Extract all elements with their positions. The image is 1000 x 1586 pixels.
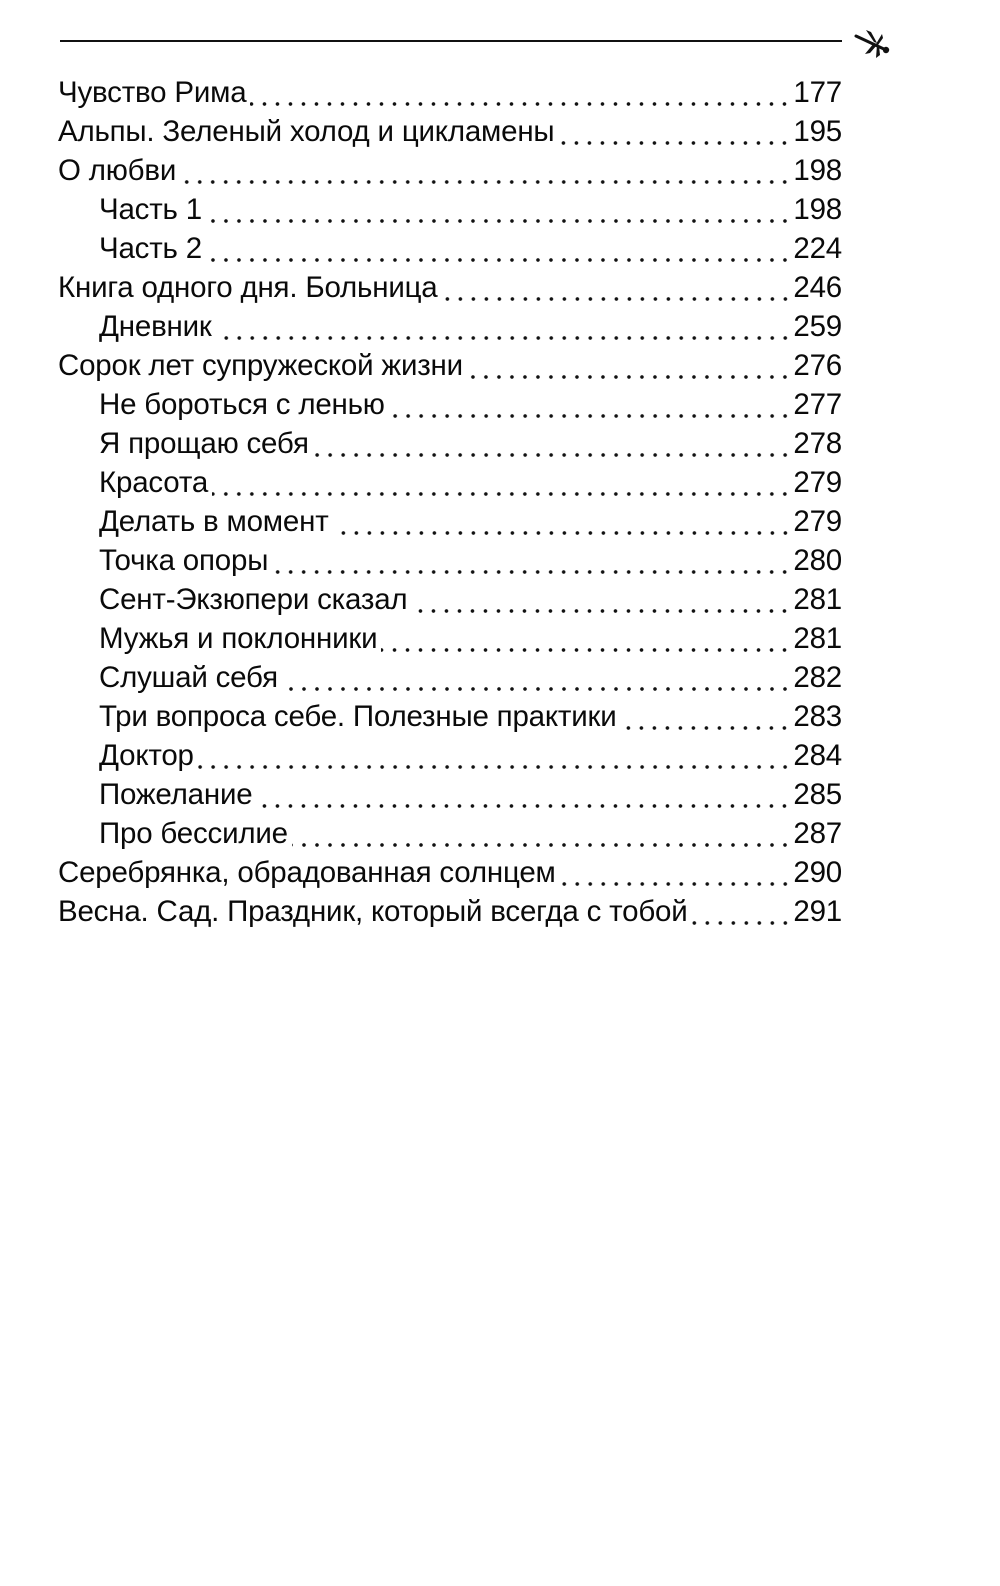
toc-entry-page: 280	[793, 544, 842, 577]
toc-entry-page: 283	[793, 700, 842, 733]
toc-entry	[58, 190, 842, 229]
toc-dot-leader	[692, 921, 792, 925]
toc-entry-title: Часть 1	[99, 193, 202, 226]
toc-entry-title: Альпы. Зеленый холод и цикламены	[58, 115, 555, 148]
toc-entry	[58, 658, 842, 697]
toc-entry-page: 287	[793, 817, 842, 850]
toc-entry	[58, 112, 842, 151]
toc-entry	[58, 268, 842, 307]
toc-entry-title: Точка опоры	[99, 544, 269, 577]
toc-dot-leader	[560, 882, 792, 886]
toc-entry-title: Сорок лет супружеской жизни	[58, 349, 463, 382]
toc-dot-leader	[282, 687, 792, 691]
toc-entry-page: 195	[793, 115, 842, 148]
toc-dot-leader	[216, 336, 792, 340]
toc-entry	[58, 463, 842, 502]
toc-entry	[58, 853, 842, 892]
toc-entry-page: 277	[793, 388, 842, 421]
toc-dot-leader	[313, 453, 792, 457]
toc-entry	[58, 385, 842, 424]
toc-entry-title: Про бессилие	[99, 817, 288, 850]
toc-entry-page: 259	[793, 310, 842, 343]
toc-entry-page: 282	[793, 661, 842, 694]
toc-dot-leader	[389, 414, 792, 418]
toc-entry-page: 224	[793, 232, 842, 265]
toc-entry-title: Слушай себя	[99, 661, 278, 694]
header-rule	[60, 40, 842, 42]
toc-entry-page: 281	[793, 583, 842, 616]
toc-entry-title: Сент-Экзюпери сказал	[99, 583, 408, 616]
page-header	[60, 22, 900, 62]
toc-entry-title: Чувство Рима	[58, 76, 247, 109]
toc-dot-leader	[558, 141, 791, 145]
toc-dot-leader	[292, 843, 792, 847]
toc-entry-page: 276	[793, 349, 842, 382]
toc-entry-page: 281	[793, 622, 842, 655]
toc-entry-title: Книга одного дня. Больница	[58, 271, 438, 304]
table-of-contents	[58, 73, 842, 931]
toc-entry	[58, 307, 842, 346]
toc-entry-page: 278	[793, 427, 842, 460]
toc-entry-page: 198	[793, 154, 842, 187]
toc-entry-page: 291	[793, 895, 842, 928]
toc-entry	[58, 502, 842, 541]
toc-entry-title: Не бороться с ленью	[99, 388, 385, 421]
toc-entry	[58, 346, 842, 385]
toc-entry	[58, 775, 842, 814]
toc-entry	[58, 580, 842, 619]
toc-dot-leader	[442, 297, 792, 301]
toc-entry	[58, 73, 842, 112]
toc-entry-title: Дневник	[99, 310, 212, 343]
toc-entry	[58, 619, 842, 658]
toc-entry-page: 290	[793, 856, 842, 889]
toc-entry	[58, 424, 842, 463]
toc-dot-leader	[206, 219, 791, 223]
toc-entry-title: Доктор	[99, 739, 194, 772]
toc-entry	[58, 736, 842, 775]
toc-entry-page: 284	[793, 739, 842, 772]
toc-entry-title: Серебрянка, обрадованная солнцем	[58, 856, 556, 889]
toc-entry-title: Пожелание	[99, 778, 253, 811]
toc-dot-leader	[333, 531, 792, 535]
toc-dot-leader	[381, 648, 791, 652]
toc-entry-title: Красота	[99, 466, 209, 499]
toc-entry-page: 177	[793, 76, 842, 109]
toc-entry-title: Делать в момент	[99, 505, 329, 538]
toc-entry-title: Часть 2	[99, 232, 202, 265]
toc-entry-page: 246	[793, 271, 842, 304]
toc-entry-title: Я прощаю себя	[99, 427, 309, 460]
toc-dot-leader	[411, 609, 791, 613]
toc-entry-title: Три вопроса себе. Полезные практики	[99, 700, 617, 733]
toc-entry-page: 198	[793, 193, 842, 226]
toc-entry-page: 279	[793, 466, 842, 499]
toc-dot-leader	[250, 102, 791, 106]
toc-dot-leader	[206, 258, 791, 262]
toc-entry	[58, 541, 842, 580]
toc-entry	[58, 151, 842, 190]
toc-entry	[58, 697, 842, 736]
toc-entry	[58, 892, 842, 931]
toc-dot-leader	[272, 570, 791, 574]
dragonfly-icon	[852, 24, 892, 64]
toc-entry-title: О любви	[58, 154, 177, 187]
toc-entry-page: 279	[793, 505, 842, 538]
toc-entry	[58, 229, 842, 268]
toc-dot-leader	[467, 375, 791, 379]
toc-dot-leader	[180, 180, 791, 184]
toc-dot-leader	[212, 492, 791, 496]
toc-dot-leader	[198, 765, 792, 769]
toc-entry-page: 285	[793, 778, 842, 811]
toc-entry-title: Весна. Сад. Праздник, который всегда с тобой	[58, 895, 688, 928]
toc-entry	[58, 814, 842, 853]
toc-dot-leader	[256, 804, 791, 808]
toc-dot-leader	[620, 726, 791, 730]
toc-entry-title: Мужья и поклонники	[99, 622, 378, 655]
